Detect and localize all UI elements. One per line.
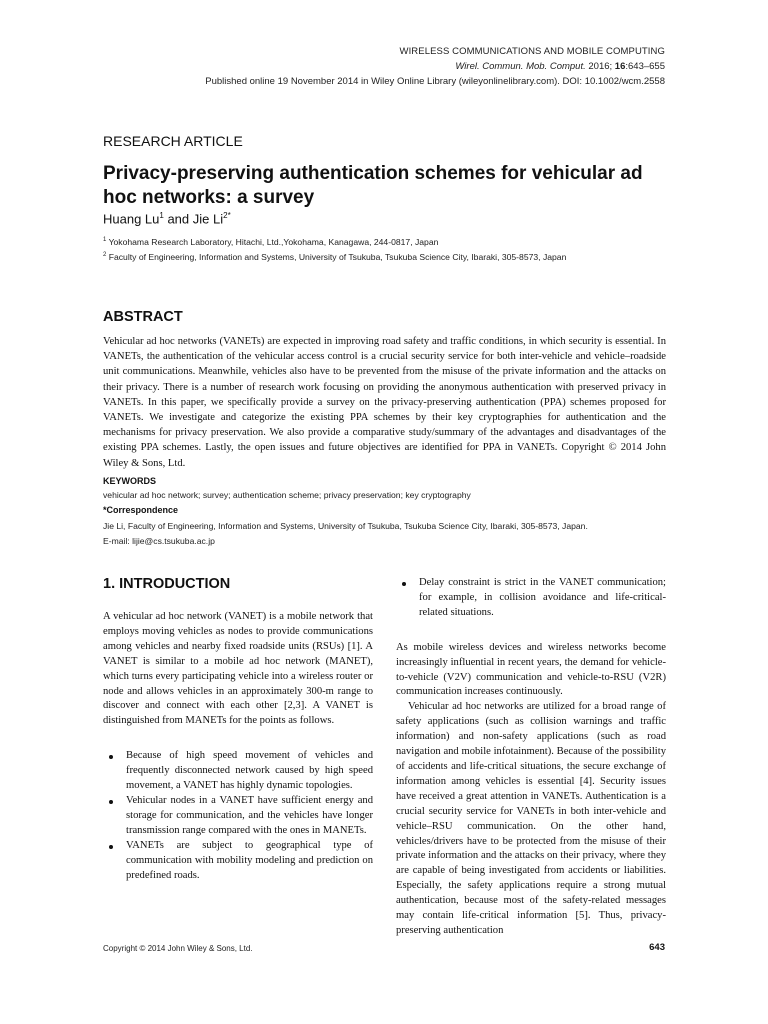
author-affiliation-mark: 1 bbox=[159, 211, 164, 220]
affiliation bbox=[103, 252, 683, 262]
abstract-text: Vehicular ad hoc networks (VANETs) are expected in improving road safety and traffic conditions, in which security is essential. In VANETs, the authentication of the vehicular access control is a crucial security service for both inter-vehicle and vehicle–roadside unit communications. Meanwhile, vehicles also have to be prevented from the misuse of the private information and the attacks on their privacy. There is a number of research work focusing on providing the anonymous authentication with preserved privacy in VANETs. In this paper, we specifically provide a survey on the privacy-preserving authentication (PPA) schemes proposed for VANETs. We investigate and categorize the existing PPA schemes by their key cryptographies for authentication and the mechanisms for privacy preservation. We also provide a comparative study/summary of the advantages and disadvantages of the existing PPA schemes. Lastly, the open issues and future objectives are identified for PPA in VANETs. Copyright © 2014 John Wiley & Sons, Ltd. bbox=[103, 336, 666, 469]
paper-title: Privacy-preserving authentication schemes for vehicular ad hoc networks: a survey bbox=[103, 163, 643, 208]
citation-volume: 16 bbox=[614, 61, 626, 72]
section-heading-introduction: 1. INTRODUCTION bbox=[103, 576, 231, 592]
list-item: Delay constraint is strict in the VANET communication; for example, in collision avoidance and life-critical-related situations. bbox=[396, 576, 666, 621]
correspondence-email: E-mail: lijie@cs.tsukuba.ac.jp bbox=[103, 536, 215, 546]
body-paragraph: As mobile wireless devices and wireless networks become increasingly influential in recent years, the demand for vehicle-to-vehicle (V2V) communication and vehicle-to-RSU (V2R) communication increases continuously. bbox=[396, 641, 666, 698]
affiliation-mark: 2 bbox=[103, 252, 107, 259]
body-paragraph: Vehicular ad hoc networks are utilized for a broad range of safety applications (such as collision warnings and traffic information) and non-safety applications (such as road navigation and mobile infotainment). Because of the possibility of accidents and life-critical situations, the secure exchange of information among vehicles is essential [4]. Security issues have received a great attention in VANETs. Authentication is a crucial security service for VANETs in both inter-vehicle and vehicle–RSU communication. On the other hand, vehicles/drivers have to be protected from the misuse of their private information and the attacks on their privacy, where they are capable of being investigated from accidents or liabilities. Especially, the safety applications require a strong mutual authentication, because most of the safety-related messages may contain life-critical information [5]. Thus, privacy-preserving authentication bbox=[396, 701, 666, 936]
list-item: Because of high speed movement of vehicles and frequently disconnected network caused by high speed movement, a VANET has highly dynamic topologies. bbox=[103, 749, 373, 794]
journal-name: WIRELESS COMMUNICATIONS AND MOBILE COMPUTING bbox=[399, 46, 665, 57]
author-name: Huang Lu bbox=[103, 211, 160, 227]
bullet-icon bbox=[109, 755, 113, 759]
affiliation-mark: 1 bbox=[103, 237, 107, 244]
bullet-icon bbox=[109, 845, 113, 849]
bullet-list bbox=[396, 576, 666, 621]
list-item: VANETs are subject to geographical type of communication with mobility modeling and prediction on predefined roads. bbox=[103, 839, 373, 884]
page-number: 643 bbox=[649, 942, 665, 953]
citation-pages: :643–655 bbox=[625, 61, 665, 72]
author-list bbox=[103, 211, 231, 226]
citation-line bbox=[205, 59, 665, 74]
running-header bbox=[205, 44, 665, 89]
keywords-text: vehicular ad hoc network; survey; authentication scheme; privacy preservation; key cryptography bbox=[103, 490, 471, 500]
affiliation bbox=[103, 237, 683, 247]
publication-info: Published online 19 November 2014 in Wiley Online Library (wileyonlinelibrary.com). DOI: 10.1002/wcm.2558 bbox=[205, 76, 665, 87]
bullet-list bbox=[103, 749, 373, 883]
author-joiner: and bbox=[163, 211, 193, 227]
keywords-heading: KEYWORDS bbox=[103, 476, 157, 486]
footer-copyright: Copyright © 2014 John Wiley & Sons, Ltd. bbox=[103, 944, 253, 953]
article-type: RESEARCH ARTICLE bbox=[103, 133, 243, 149]
body-paragraph: A vehicular ad hoc network (VANET) is a mobile network that employs moving vehicles as nodes to provide communications among vehicles and nearby fixed roadside units (RSUs) [1]. A VANET is similar to a mobile ad hoc network (MANET), which turns every participating vehicle into a wireless router or node and allows vehicles in an approximately 300-m range to discover and connect with each other [2,3]. A VANET is distinguished from MANETs for the points as follows. bbox=[103, 611, 373, 727]
affiliation-text: Yokohama Research Laboratory, Hitachi, Ltd.,Yokohama, Kanagawa, 244-0817, Japan bbox=[108, 237, 439, 247]
citation-journal: Wirel. Commun. Mob. Comput. bbox=[455, 61, 586, 72]
abstract-heading: ABSTRACT bbox=[103, 309, 183, 325]
author-affiliation-mark: 2* bbox=[223, 211, 231, 220]
right-column bbox=[396, 576, 666, 939]
affiliation-text: Faculty of Engineering, Information and Systems, University of Tsukuba, Tsukuba Science City, Ibaraki, 305-8573, Japan bbox=[108, 252, 567, 262]
left-column bbox=[103, 610, 373, 883]
correspondence-heading: *Correspondence bbox=[103, 505, 179, 515]
author-name: Jie Li bbox=[192, 211, 224, 227]
list-item: Vehicular nodes in a VANET have sufficient energy and storage for communication, and the vehicles have longer transmission range compared with the ones in MANETs. bbox=[103, 794, 373, 839]
citation-year: 2016; bbox=[585, 61, 615, 72]
bullet-icon bbox=[109, 800, 113, 804]
bullet-icon bbox=[402, 582, 406, 586]
correspondence-text bbox=[103, 519, 683, 549]
correspondence-address: Jie Li, Faculty of Engineering, Information and Systems, University of Tsukuba, Tsukuba Science City, Ibaraki, 305-8573, Japan. bbox=[103, 521, 588, 531]
